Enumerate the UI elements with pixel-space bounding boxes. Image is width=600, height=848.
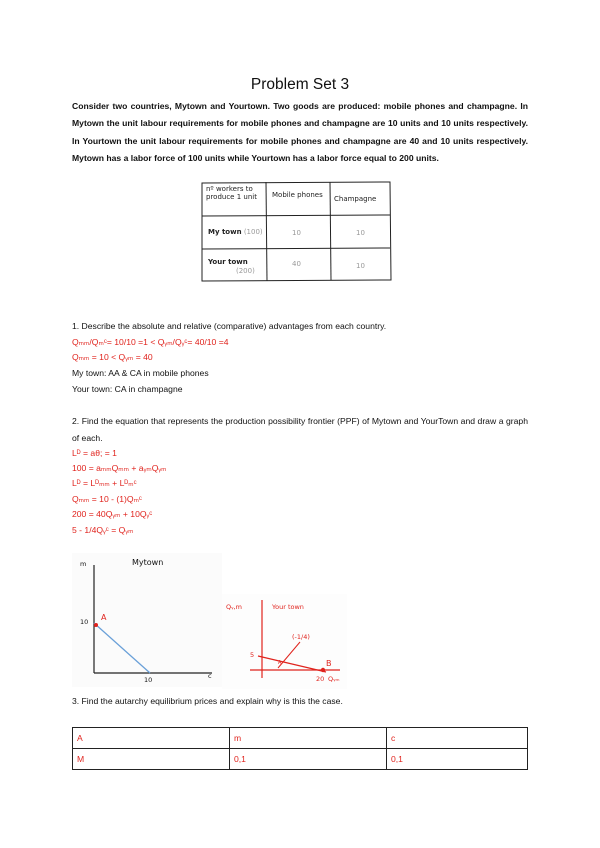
mytown-ppf-graph (72, 553, 222, 687)
yourtown-title: Your town (272, 603, 304, 611)
q1-question: 1. Describe the absolute and relative (comparative) advantages from each country. (72, 321, 387, 331)
q1-mytown: My town: AA & CA in mobile phones (72, 368, 209, 378)
mytown-title: Mytown (132, 558, 164, 567)
page-title: Problem Set 3 (250, 76, 350, 93)
q1-ratio: Qₘₘ/Qₘᶜ= 10/10 =1 < Qᵧₘ/Qᵧᶜ= 40/10 =4 (72, 337, 229, 347)
header-champagne: Champagne (334, 195, 377, 203)
yourtown-ppf-graph (222, 594, 347, 689)
yourtown-point-b (321, 668, 325, 672)
price-header-c: c (387, 728, 528, 749)
yourtown-x-label: Qᵧₘ (328, 675, 340, 683)
mytown-ppf-svg (72, 553, 222, 687)
q2-eq1: Lᴰ = aθ; = 1 (72, 448, 117, 458)
row-yourtown-champagne: 10 (356, 262, 365, 270)
problem-intro: Consider two countries, Mytown and Yourtown. Two goods are produced: mobile phones and champagne. In Mytown the unit labour requirements for mobile phones and champagne are 10 units and 10 units respectively. In Yourtown the unit labour requirements for mobile phones and champagne are 40 and 10 units respectively. Mytown has a labor force of 100 units while Yourtown has a labor force equal to 200 units. (72, 101, 528, 164)
q2-question: 2. Find the equation that represents the production possibility frontier (PPF) of Mytown and YourTown and draw a graph of each. (72, 416, 528, 443)
yourtown-y-label: Qᵧ,m (226, 603, 242, 611)
price-header-m: m (230, 728, 387, 749)
yourtown-y-intercept: 5 (250, 651, 255, 659)
q2-eq5: 200 = 40Qᵧₘ + 10Qᵧᶜ (72, 509, 153, 519)
mytown-point-a (94, 623, 98, 627)
price-header-a: A (73, 728, 230, 749)
mytown-x-label: c (208, 672, 212, 680)
q2-eq4: Qₘₘ = 10 - (1)Qₘᶜ (72, 494, 142, 504)
q1-compare: Qₘₘ = 10 < Qᵧₘ = 40 (72, 352, 153, 362)
row-mytown-name (208, 228, 263, 236)
row-mytown-phones: 10 (292, 229, 301, 237)
q3-question: 3. Find the autarchy equilibrium prices and explain why is this the case. (72, 696, 343, 706)
price-row-m: 0,1 (230, 749, 387, 770)
yourtown-x-intercept: 20 (316, 675, 325, 683)
yourtown-point-b-label: B (326, 659, 332, 668)
price-row-label: M (73, 749, 230, 770)
row-mytown-labor: (100) (243, 228, 263, 236)
header-workers: nº workers to produce 1 unit (206, 185, 257, 201)
mytown-ppf-line (94, 623, 150, 673)
row-yourtown-phones: 40 (292, 260, 301, 268)
autarchy-price-table (72, 727, 528, 770)
table-row (73, 749, 528, 770)
row-mytown-champagne: 10 (356, 229, 365, 237)
yourtown-point-a-label: A (278, 660, 282, 666)
q2-eq6: 5 - 1/4Qᵧᶜ = Qᵧₘ (72, 525, 134, 535)
mytown-point-a-label: A (101, 613, 107, 622)
mytown-x-intercept: 10 (144, 676, 153, 684)
row-mytown-country: My town (208, 228, 242, 236)
labor-requirements-table (200, 181, 392, 282)
q2-eq2: 100 = aₘₘQₘₘ + aᵧₘQᵧₘ (72, 463, 167, 473)
q1-yourtown: Your town: CA in champagne (72, 384, 183, 394)
yourtown-slope-label: (-1/4) (292, 633, 310, 641)
price-row-c: 0,1 (387, 749, 528, 770)
header-phones: Mobile phones (272, 191, 323, 199)
table-row (73, 728, 528, 749)
mytown-y-label: m (80, 560, 87, 568)
q2-eq3: Lᴰ = Lᴰₘₘ + Lᴰₘᶜ (72, 478, 137, 488)
mytown-y-intercept: 10 (80, 618, 89, 626)
row-yourtown-country: Your town (208, 258, 248, 266)
row-yourtown-labor: (200) (236, 267, 255, 275)
